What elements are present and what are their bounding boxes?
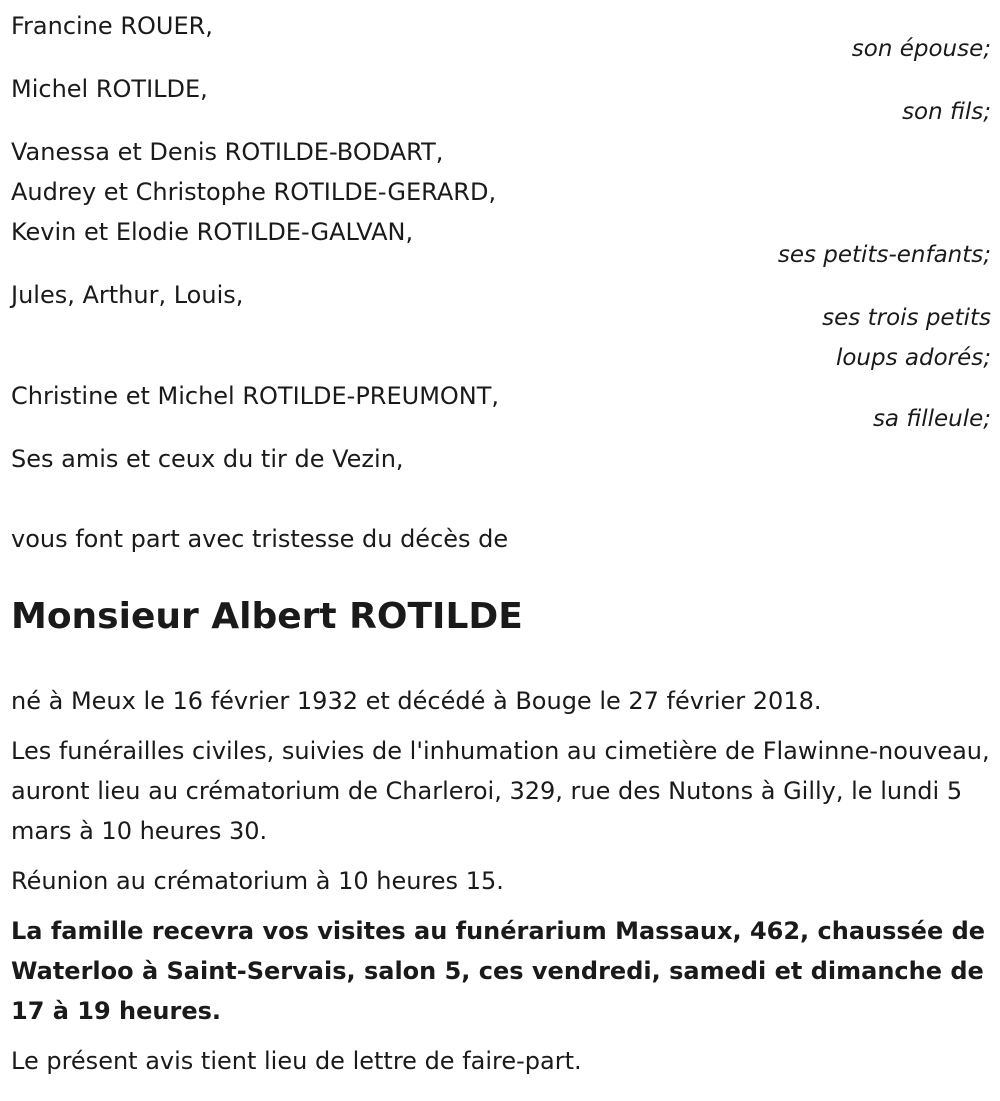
wife-entry — [11, 6, 991, 69]
grandchild-couple: Kevin et Elodie ROTILDE-GALVAN, — [11, 218, 414, 246]
goddaughter-role: sa filleule; — [872, 406, 991, 432]
great-grandchildren-role-line1: ses trois petits — [822, 305, 991, 331]
son-entry — [11, 69, 991, 132]
wife-role: son épouse; — [851, 36, 991, 62]
deceased-name: Monsieur Albert ROTILDE — [11, 596, 523, 637]
closing-line: Le présent avis tient lieu de lettre de faire-part. — [11, 1047, 582, 1075]
goddaughter-entry — [11, 376, 991, 439]
visits-paragraph: La famille recevra vos visites au funérarium Massaux, 462, chaussée de Waterloo à Saint-Servais, salon 5, ces vendredi, samedi et dimanche de 17 à 19 heures. — [11, 917, 986, 1025]
great-grandchildren-entry — [11, 275, 991, 378]
great-grandchildren-names: Jules, Arthur, Louis, — [11, 281, 244, 309]
grandchild-couple: Vanessa et Denis ROTILDE-BODART, — [11, 138, 444, 166]
wife-name: Francine ROUER, — [11, 12, 213, 40]
birth-death-line: né à Meux le 16 février 1932 et décédé à Bouge le 27 février 2018. — [11, 687, 822, 715]
great-grandchildren-role-line2: loups adorés; — [835, 345, 991, 371]
friends-entry — [11, 439, 991, 479]
friends-line: Ses amis et ceux du tir de Vezin, — [11, 445, 404, 473]
announcement-intro: vous font part avec tristesse du décès de — [11, 525, 509, 553]
funeral-paragraph: Les funérailles civiles, suivies de l'inhumation au cimetière de Flawinne-nouveau, auront lieu au crématorium de Charleroi, 329, rue des Nutons à Gilly, le lundi 5 mars à 10 heures 30. — [11, 737, 990, 845]
meeting-line: Réunion au crématorium à 10 heures 15. — [11, 867, 504, 895]
grandchildren-entry — [11, 132, 991, 275]
son-name: Michel ROTILDE, — [11, 75, 208, 103]
son-role: son fils; — [902, 99, 991, 125]
grandchildren-role: ses petits-enfants; — [777, 242, 991, 268]
death-notice — [11, 0, 991, 1081]
grandchild-couple: Audrey et Christophe ROTILDE-GERARD, — [11, 178, 497, 206]
goddaughter-name: Christine et Michel ROTILDE-PREUMONT, — [11, 382, 500, 410]
